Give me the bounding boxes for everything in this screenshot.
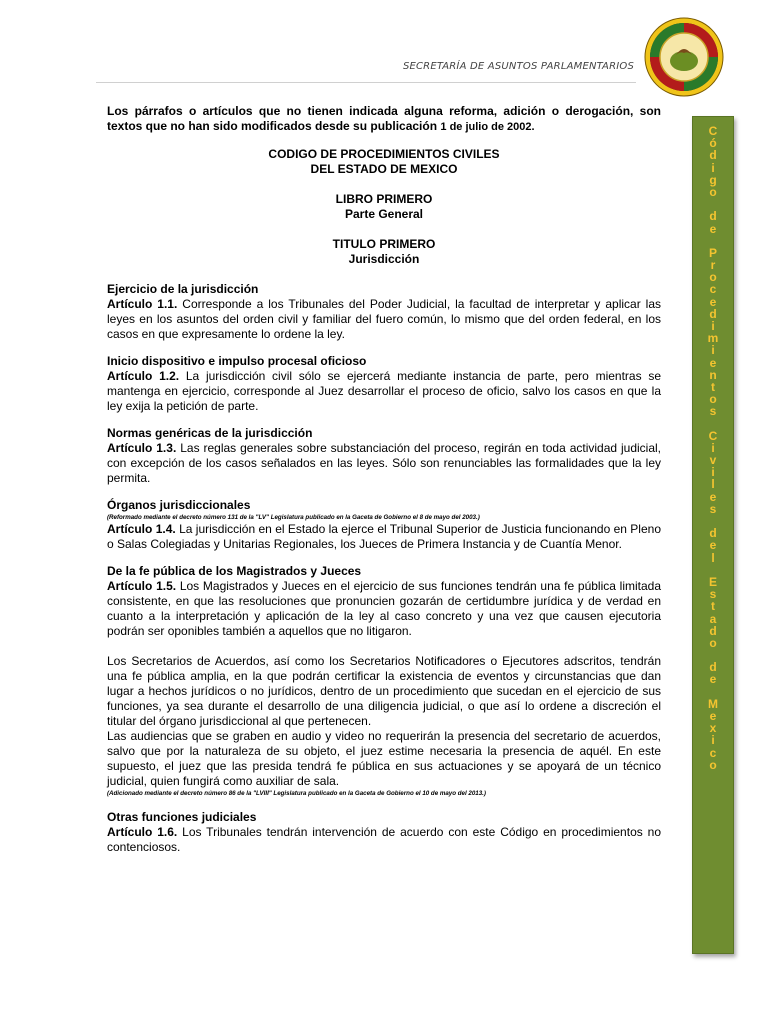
side-band-letter: d [709, 209, 717, 224]
side-band-letter: c [709, 745, 717, 760]
side-band-letter: C [708, 124, 718, 138]
side-band-letter: E [708, 574, 717, 589]
article-number: Artículo 1.5. [107, 579, 177, 593]
side-band-letter: i [711, 465, 715, 480]
side-band-text [708, 125, 719, 771]
article-text: Los Tribunales tendrán intervención de acuerdo con este Código en procedimientos no contenciosos. [107, 825, 661, 854]
side-band-letter: e [709, 489, 717, 504]
header-divider [96, 82, 636, 83]
side-band-letter: d [709, 660, 717, 675]
intro-text: Los párrafos o artículos que no tienen indicada alguna reforma, adición o derogación, son textos que no han sido modificados desde su publicación [107, 104, 661, 133]
parte-heading: Parte General [344, 207, 424, 221]
side-band-letter: o [709, 270, 717, 285]
side-band-letter: C [708, 428, 718, 443]
side-band-letter: o [709, 757, 717, 772]
article-1-3 [107, 441, 661, 486]
side-band-letter: g [709, 172, 717, 187]
side-band-letter: o [709, 184, 717, 199]
secretaria-header: SECRETARÍA DE ASUNTOS PARLAMENTARIOS [402, 61, 634, 72]
intro-note [107, 104, 661, 135]
side-band-letter: P [708, 245, 717, 260]
side-band-letter: s [709, 404, 717, 419]
side-band-letter: i [711, 343, 715, 358]
side-band-letter: d [709, 526, 717, 541]
side-band-letter: e [709, 709, 717, 723]
article-1-2 [107, 369, 661, 414]
side-band-letter: e [709, 672, 717, 687]
side-band-letter: d [709, 148, 717, 163]
reform-note: (Reformado mediante el decreto número 131 de la "LV" Legislatura publicado en la Gaceta de Gobierno el 8 de mayo del 2003.) [107, 514, 480, 521]
article-text: La jurisdicción en el Estado la ejerce el Tribunal Superior de Justicia funcionando en Pleno o Salas Colegiadas y Unitarias Regionales, los Jueces de Primera Instancia y de Cuantía Menor. [107, 522, 661, 551]
side-band-letter: v [709, 453, 717, 468]
side-band-letter: e [709, 221, 717, 236]
side-band-letter: l [711, 550, 715, 565]
article-text: Los Magistrados y Jueces en el ejercicio de sus funciones tendrán una fe pública limitada consistente, en que las resoluciones que pronuncien gozarán de certidumbre jurídica y de verdad en cuanto a la interpretación y aplicación de la ley al caso concreto y una vez que causen ejecutoria podrán ser oponibles también a aquellos que no litigaron. [107, 579, 661, 638]
side-band-letter: a [709, 611, 717, 626]
side-band-letter: i [711, 440, 715, 455]
article-number: Artículo 1.6. [107, 825, 178, 839]
article-1-4 [107, 522, 661, 552]
document-body [107, 104, 661, 855]
side-band-letter: t [710, 599, 715, 614]
article-number: Artículo 1.2. [107, 369, 180, 383]
side-band-letter: M [707, 696, 718, 711]
code-title-line1: CODIGO DE PROCEDIMIENTOS CIVILES [268, 147, 500, 161]
section-heading: Otras funciones judiciales [107, 810, 257, 824]
article-number: Artículo 1.3. [107, 441, 177, 455]
article-text: Las reglas generales sobre substanciación del proceso, regirán en toda actividad judicial, con excepción de los casos señalados en las leyes. Sólo son renunciables las formalidades que la ley permita. [107, 441, 661, 485]
section-heading: Normas genéricas de la jurisdicción [107, 426, 313, 440]
article-1-5 [107, 579, 661, 639]
side-band-letter: t [710, 379, 715, 394]
side-band-letter: i [711, 733, 715, 748]
side-band-letter: c [709, 282, 717, 297]
side-band-letter: r [710, 258, 716, 273]
article-1-6 [107, 825, 661, 855]
side-band-letter: i [711, 160, 715, 175]
intro-date: 1 de julio de 2002. [440, 121, 535, 133]
side-band-title [692, 116, 734, 954]
side-band-letter: d [709, 623, 717, 638]
side-band-letter: o [709, 635, 717, 650]
side-band-letter: s [709, 587, 717, 602]
titulo-subheading: Jurisdicción [348, 252, 420, 266]
section-heading: Inicio dispositivo e impulso procesal oficioso [107, 354, 367, 368]
code-title-line2: DEL ESTADO DE MEXICO [310, 162, 458, 176]
titulo-heading: TITULO PRIMERO [332, 237, 436, 251]
article-text: Corresponde a los Tribunales del Poder Judicial, la facultad de interpretar y aplicar las leyes en los asuntos del orden civil y familiar del fuero común, lo mismo que del orden federal, en los casos en que expresamente lo ordene la ley. [107, 297, 661, 341]
article-1-1 [107, 297, 661, 342]
section-heading: De la fe pública de los Magistrados y Jueces [107, 564, 362, 578]
article-text: La jurisdicción civil sólo se ejercerá mediante instancia de parte, pero mientras se mantenga en ejercicio, corresponde al Juez desarrollar el proceso de oficio, salvo los casos en que la ley exija la petición de parte. [107, 369, 662, 413]
side-band-letter: e [709, 538, 717, 553]
side-band-letter [711, 686, 714, 698]
article-1-5-paragraph-3: Las audiencias que se graben en audio y video no requerirán la presencia del secretario de acuerdos, salvo que por la naturaleza de su objeto, el juez estime necesaria la presencia de aquél. En este supuesto, el juez que las presida tendrá fe pública en sus actuaciones y se apoyará de un técnico judicial, quien fungirá como auxiliar de sala. [107, 729, 661, 788]
libro-heading: LIBRO PRIMERO [335, 192, 433, 206]
side-band-letter: o [709, 392, 717, 407]
side-band-letter: n [709, 367, 717, 382]
article-1-5-paragraph-2: Los Secretarios de Acuerdos, así como los Secretarios Notificadores o Ejecutores adscritos, tendrán una fe pública amplia, en la que podrán certificar la existencia de eventos y circunstancias que dan lugar a hechos jurídicos o no jurídicos, dentro de un procedimiento que sucedan en el ejercicio de sus funciones, ya sea durante el desarrollo de una diligencia judicial, o que así lo ordene a discreción el titular del órgano jurisdiccional al que pertenecen. [107, 654, 661, 728]
side-band-letter: x [709, 721, 717, 736]
side-band-letter: e [709, 294, 717, 309]
side-band-letter: i [711, 319, 715, 333]
side-band-letter [711, 418, 714, 430]
side-band-letter: l [711, 477, 715, 492]
side-band-letter: ó [709, 136, 717, 151]
side-band-letter: s [709, 501, 717, 516]
side-band-letter: e [709, 355, 717, 370]
side-band-letter: m [707, 331, 719, 346]
section-heading: Ejercicio de la jurisdicción [107, 282, 259, 296]
addition-note: (Adicionado mediante el decreto número 86 de la "LVIII" Legislatura publicado en la Gaceta de Gobierno el 10 de mayo del 2013.) [107, 790, 486, 797]
article-number: Artículo 1.1. [107, 297, 178, 311]
article-number: Artículo 1.4. [107, 522, 176, 536]
section-heading: Órganos jurisdiccionales [107, 498, 251, 512]
side-band-letter: d [709, 306, 717, 321]
estado-de-mexico-seal-logo [644, 17, 724, 97]
